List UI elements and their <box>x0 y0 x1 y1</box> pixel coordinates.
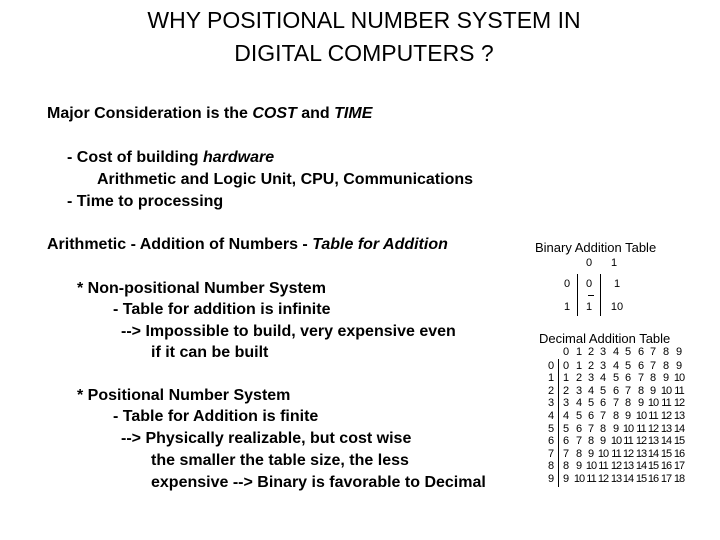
decimal-vertical-rule <box>558 359 559 487</box>
decimal-cell: 6 <box>637 359 645 372</box>
decimal-cell: 8 <box>637 384 645 397</box>
decimal-cell: 6 <box>624 372 632 385</box>
decimal-cell: 17 <box>673 460 685 473</box>
decimal-cell: 12 <box>647 422 659 435</box>
decimal-cell: 8 <box>649 372 657 385</box>
decimal-cell: 15 <box>660 447 672 460</box>
decimal-row-header: 4 <box>547 410 555 422</box>
decimal-cell: 13 <box>635 447 647 460</box>
decimal-cell: 13 <box>673 410 685 422</box>
title-line-1: WHY POSITIONAL NUMBER SYSTEM IN <box>147 7 581 33</box>
decimal-cell: 9 <box>649 384 657 397</box>
decimal-row-header: 6 <box>547 435 555 448</box>
decimal-cell: 5 <box>599 384 607 397</box>
decimal-cell: 4 <box>587 384 595 397</box>
decimal-col-header: 1 <box>575 346 583 358</box>
decimal-cell: 9 <box>675 359 683 372</box>
decimal-cell: 14 <box>673 422 685 435</box>
decimal-cell: 5 <box>587 397 595 410</box>
major-time: TIME <box>334 105 373 122</box>
decimal-cell: 15 <box>647 460 659 473</box>
decimal-cell: 0 <box>562 359 570 372</box>
major-prefix: Major Consideration is the <box>47 105 253 122</box>
decimal-cell: 8 <box>599 422 607 435</box>
decimal-cell: 8 <box>612 410 620 422</box>
title-line-2: DIGITAL COMPUTERS ? <box>234 40 494 66</box>
decimal-cell: 13 <box>622 460 634 473</box>
decimal-cell: 7 <box>575 435 583 448</box>
decimal-cell: 7 <box>562 447 570 460</box>
decimal-cell: 10 <box>610 435 622 448</box>
decimal-cell: 15 <box>635 473 647 485</box>
decimal-col-header: 9 <box>675 346 683 358</box>
nonpos-line-2: - Table for addition is infinite <box>113 301 331 318</box>
decimal-row-header: 0 <box>547 359 555 372</box>
decimal-cell: 14 <box>647 447 659 460</box>
nonpos-line-4: if it can be built <box>151 344 269 361</box>
hardware-components: Arithmetic and Logic Unit, CPU, Communications <box>97 171 474 188</box>
major-consideration <box>47 104 372 124</box>
decimal-cell: 12 <box>635 435 647 448</box>
decimal-cell: 11 <box>598 460 608 473</box>
decimal-cell: 10 <box>673 372 685 385</box>
decimal-cell: 2 <box>562 384 570 397</box>
decimal-cell: 1 <box>562 372 570 385</box>
decimal-cell: 3 <box>599 359 607 372</box>
decimal-cell: 11 <box>648 410 658 422</box>
decimal-table-caption: Decimal Addition Table <box>539 331 671 346</box>
decimal-cell: 8 <box>624 397 632 410</box>
pos-line-2: - Table for Addition is finite <box>113 408 319 425</box>
decimal-cell: 5 <box>624 359 632 372</box>
decimal-cell: 9 <box>662 372 670 385</box>
decimal-cell: 9 <box>587 447 595 460</box>
cost-bullet <box>67 148 274 168</box>
decimal-cell: 16 <box>660 460 672 473</box>
decimal-cell: 12 <box>660 410 672 422</box>
decimal-cell: 14 <box>635 460 647 473</box>
major-and: and <box>296 105 335 122</box>
binary-col-header: 1 <box>610 257 618 269</box>
decimal-cell: 9 <box>624 410 632 422</box>
decimal-cell: 11 <box>611 447 621 460</box>
cost-prefix: - Cost of building <box>67 149 203 166</box>
decimal-cell: 13 <box>647 435 659 448</box>
decimal-cell: 12 <box>622 447 634 460</box>
decimal-cell: 5 <box>562 422 570 435</box>
arith-prefix: Arithmetic - Addition of Numbers - <box>47 236 313 253</box>
binary-cell: 1 <box>585 301 593 313</box>
binary-cell: 0 <box>585 278 593 290</box>
nonpos-line-3: --> Impossible to build, very expensive even <box>121 323 456 340</box>
decimal-cell: 7 <box>649 359 657 372</box>
decimal-row-header: 5 <box>547 422 555 435</box>
pos-line-5: expensive --> Binary is favorable to Decimal <box>151 474 486 491</box>
decimal-cell: 3 <box>575 384 583 397</box>
decimal-cell: 14 <box>660 435 672 448</box>
decimal-cell: 10 <box>635 410 647 422</box>
decimal-row-header: 2 <box>547 384 555 397</box>
decimal-cell: 6 <box>575 422 583 435</box>
binary-table-caption: Binary Addition Table <box>535 240 657 255</box>
decimal-cell: 6 <box>612 384 620 397</box>
arithmetic-heading <box>47 235 448 255</box>
decimal-cell: 8 <box>662 359 670 372</box>
decimal-cell: 13 <box>660 422 672 435</box>
decimal-cell: 3 <box>562 397 570 410</box>
decimal-cell: 5 <box>612 372 620 385</box>
decimal-row-header: 3 <box>547 397 555 410</box>
decimal-col-header: 5 <box>624 346 632 358</box>
major-cost: COST <box>252 105 297 122</box>
decimal-col-header: 2 <box>587 346 595 358</box>
decimal-cell: 3 <box>587 372 595 385</box>
decimal-cell: 11 <box>623 435 633 448</box>
decimal-col-header: 0 <box>562 346 570 358</box>
decimal-col-header: 8 <box>662 346 670 358</box>
decimal-cell: 5 <box>575 410 583 422</box>
binary-row-header: 1 <box>563 301 571 313</box>
decimal-cell: 17 <box>660 473 672 485</box>
decimal-cell: 15 <box>673 435 685 448</box>
decimal-cell: 12 <box>597 473 609 485</box>
decimal-cell: 7 <box>637 372 645 385</box>
decimal-cell: 9 <box>575 460 583 473</box>
binary-cell: 10 <box>610 301 624 313</box>
decimal-col-header: 3 <box>599 346 607 358</box>
binary-row-header: 0 <box>563 278 571 290</box>
decimal-cell: 7 <box>624 384 632 397</box>
decimal-col-header: 4 <box>612 346 620 358</box>
decimal-cell: 2 <box>575 372 583 385</box>
decimal-cell: 11 <box>586 473 596 485</box>
decimal-row-header: 9 <box>547 473 555 485</box>
decimal-cell: 10 <box>660 384 672 397</box>
decimal-cell: 8 <box>575 447 583 460</box>
decimal-cell: 2 <box>587 359 595 372</box>
pos-line-1: * Positional Number System <box>77 387 291 404</box>
decimal-cell: 8 <box>587 435 595 448</box>
decimal-cell: 12 <box>673 397 685 410</box>
decimal-cell: 12 <box>610 460 622 473</box>
decimal-cell: 16 <box>647 473 659 485</box>
decimal-cell: 14 <box>622 473 634 485</box>
binary-horizontal-tick <box>588 295 594 296</box>
decimal-cell: 6 <box>599 397 607 410</box>
decimal-cell: 9 <box>599 435 607 448</box>
decimal-cell: 4 <box>562 410 570 422</box>
decimal-cell: 11 <box>674 384 684 397</box>
decimal-col-header: 6 <box>637 346 645 358</box>
binary-cell: 1 <box>613 278 621 290</box>
decimal-row-header: 7 <box>547 447 555 460</box>
decimal-row-header: 8 <box>547 460 555 473</box>
decimal-cell: 13 <box>610 473 622 485</box>
decimal-cell: 7 <box>599 410 607 422</box>
decimal-cell: 4 <box>599 372 607 385</box>
decimal-cell: 4 <box>575 397 583 410</box>
pos-line-4: the smaller the table size, the less <box>151 452 409 469</box>
decimal-cell: 10 <box>585 460 597 473</box>
decimal-cell: 11 <box>661 397 671 410</box>
decimal-cell: 10 <box>597 447 609 460</box>
decimal-cell: 18 <box>673 473 685 485</box>
decimal-cell: 6 <box>587 410 595 422</box>
decimal-cell: 8 <box>562 460 570 473</box>
decimal-cell: 10 <box>622 422 634 435</box>
decimal-cell: 16 <box>673 447 685 460</box>
cost-hardware: hardware <box>202 149 275 166</box>
decimal-cell: 10 <box>573 473 585 485</box>
decimal-cell: 9 <box>562 473 570 485</box>
decimal-cell: 4 <box>612 359 620 372</box>
decimal-cell: 9 <box>612 422 620 435</box>
pos-line-3: --> Physically realizable, but cost wise <box>121 430 412 447</box>
decimal-cell: 10 <box>647 397 659 410</box>
binary-vertical-rule <box>600 274 601 316</box>
time-bullet: - Time to processing <box>67 193 224 210</box>
decimal-cell: 7 <box>612 397 620 410</box>
decimal-col-header: 7 <box>649 346 657 358</box>
decimal-cell: 11 <box>636 422 646 435</box>
decimal-cell: 1 <box>575 359 583 372</box>
decimal-row-header: 1 <box>547 372 555 385</box>
binary-col-header: 0 <box>585 257 593 269</box>
nonpos-line-1: * Non-positional Number System <box>77 280 326 297</box>
arith-table: Table for Addition <box>312 236 448 253</box>
binary-vertical-rule <box>577 274 578 316</box>
decimal-cell: 6 <box>562 435 570 448</box>
decimal-cell: 7 <box>587 422 595 435</box>
decimal-cell: 9 <box>637 397 645 410</box>
